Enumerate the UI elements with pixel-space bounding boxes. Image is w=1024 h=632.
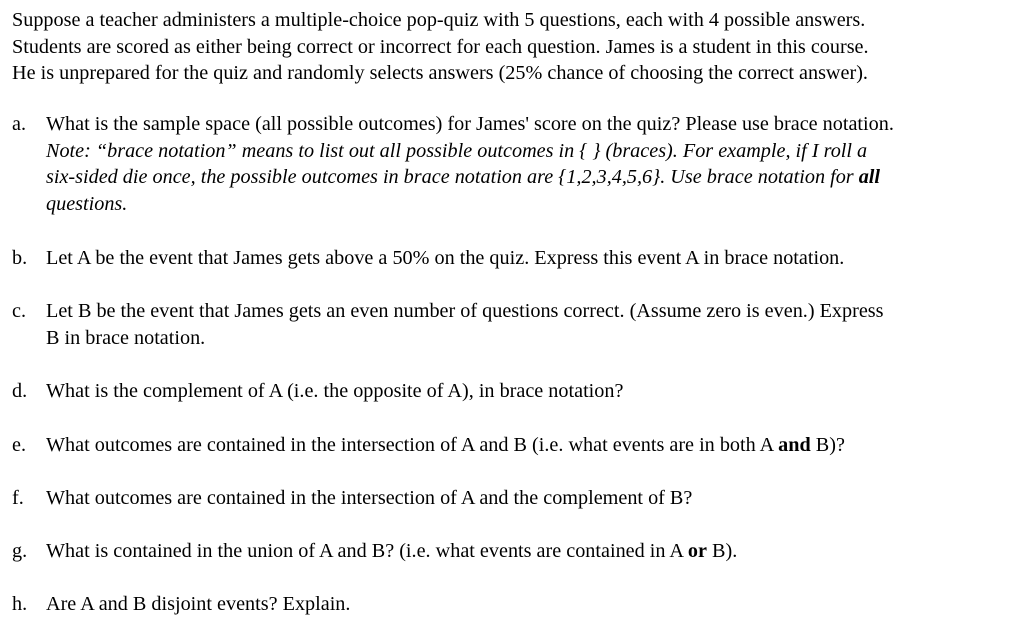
question-a-note-line-3: questions.	[46, 192, 128, 215]
question-b-body	[46, 245, 1017, 272]
question-a-note-line-1: Note: “brace notation” means to list out all possible outcomes in { } (braces). For example, if I roll a	[46, 139, 868, 162]
question-e-line	[46, 432, 1017, 459]
question-h-body	[46, 591, 1017, 618]
question-g-text: What is contained in the union of A and B? (i.e. what events are contained in A	[46, 540, 688, 562]
question-a-note-line-2	[46, 164, 1017, 191]
question-f-body	[46, 485, 1017, 512]
question-e-marker: e.	[12, 434, 27, 456]
question-e-text: What outcomes are contained in the intersection of A and B (i.e. what events are in both A	[46, 434, 779, 456]
question-f-text: What outcomes are contained in the intersection of A and the complement of B?	[46, 487, 693, 509]
question-c-line-1: Let B be the event that James gets an even number of questions correct. (Assume zero is even.) Express	[46, 300, 884, 322]
question-g-line	[46, 538, 1017, 565]
question-a	[12, 111, 1017, 217]
question-g-body	[46, 538, 1017, 565]
intro-line-1: Suppose a teacher administers a multiple-choice pop-quiz with 5 questions, each with 4 possible answers.	[12, 9, 866, 31]
question-e	[12, 432, 1017, 459]
question-d-body	[46, 378, 1017, 405]
question-c-line-2: B in brace notation.	[46, 326, 206, 349]
question-b-text: Let A be the event that James gets above a 50% on the quiz. Express this event A in brace notation.	[46, 247, 845, 269]
question-h-marker: h.	[12, 593, 28, 615]
question-e-emphasis: and	[778, 434, 811, 456]
question-f-marker: f.	[12, 487, 24, 509]
problem-intro	[12, 7, 1017, 87]
question-a-note-line-2-text: six-sided die once, the possible outcomes in brace notation are {1,2,3,4,5,6}. Use brace notation for	[46, 166, 859, 188]
question-g	[12, 538, 1017, 565]
question-d	[12, 378, 1017, 405]
question-d-marker: d.	[12, 380, 28, 402]
intro-line-2: Students are scored as either being correct or incorrect for each question. James is a student in this course.	[12, 35, 869, 58]
intro-line-3: He is unprepared for the quiz and randomly selects answers (25% chance of choosing the correct answer).	[12, 62, 868, 84]
question-c-marker: c.	[12, 300, 27, 322]
question-b-marker: b.	[12, 247, 28, 269]
question-b	[12, 245, 1017, 272]
question-e-body	[46, 432, 1017, 459]
question-g-text-end: B).	[706, 540, 738, 562]
question-a-marker: a.	[12, 113, 27, 135]
question-g-marker: g.	[12, 540, 28, 562]
question-a-text: What is the sample space (all possible outcomes) for James' score on the quiz? Please use brace notation.	[46, 113, 894, 135]
question-c	[12, 298, 1017, 351]
question-d-text: What is the complement of A (i.e. the opposite of A), in brace notation?	[46, 380, 624, 402]
question-a-body	[46, 111, 1017, 217]
question-g-emphasis: or	[687, 540, 707, 562]
question-f	[12, 485, 1017, 512]
question-h	[12, 591, 1017, 618]
question-a-note-emphasis: all	[858, 166, 880, 188]
question-c-body	[46, 298, 1017, 351]
question-h-text: Are A and B disjoint events? Explain.	[46, 593, 351, 615]
question-e-text-end: B)?	[810, 434, 845, 456]
